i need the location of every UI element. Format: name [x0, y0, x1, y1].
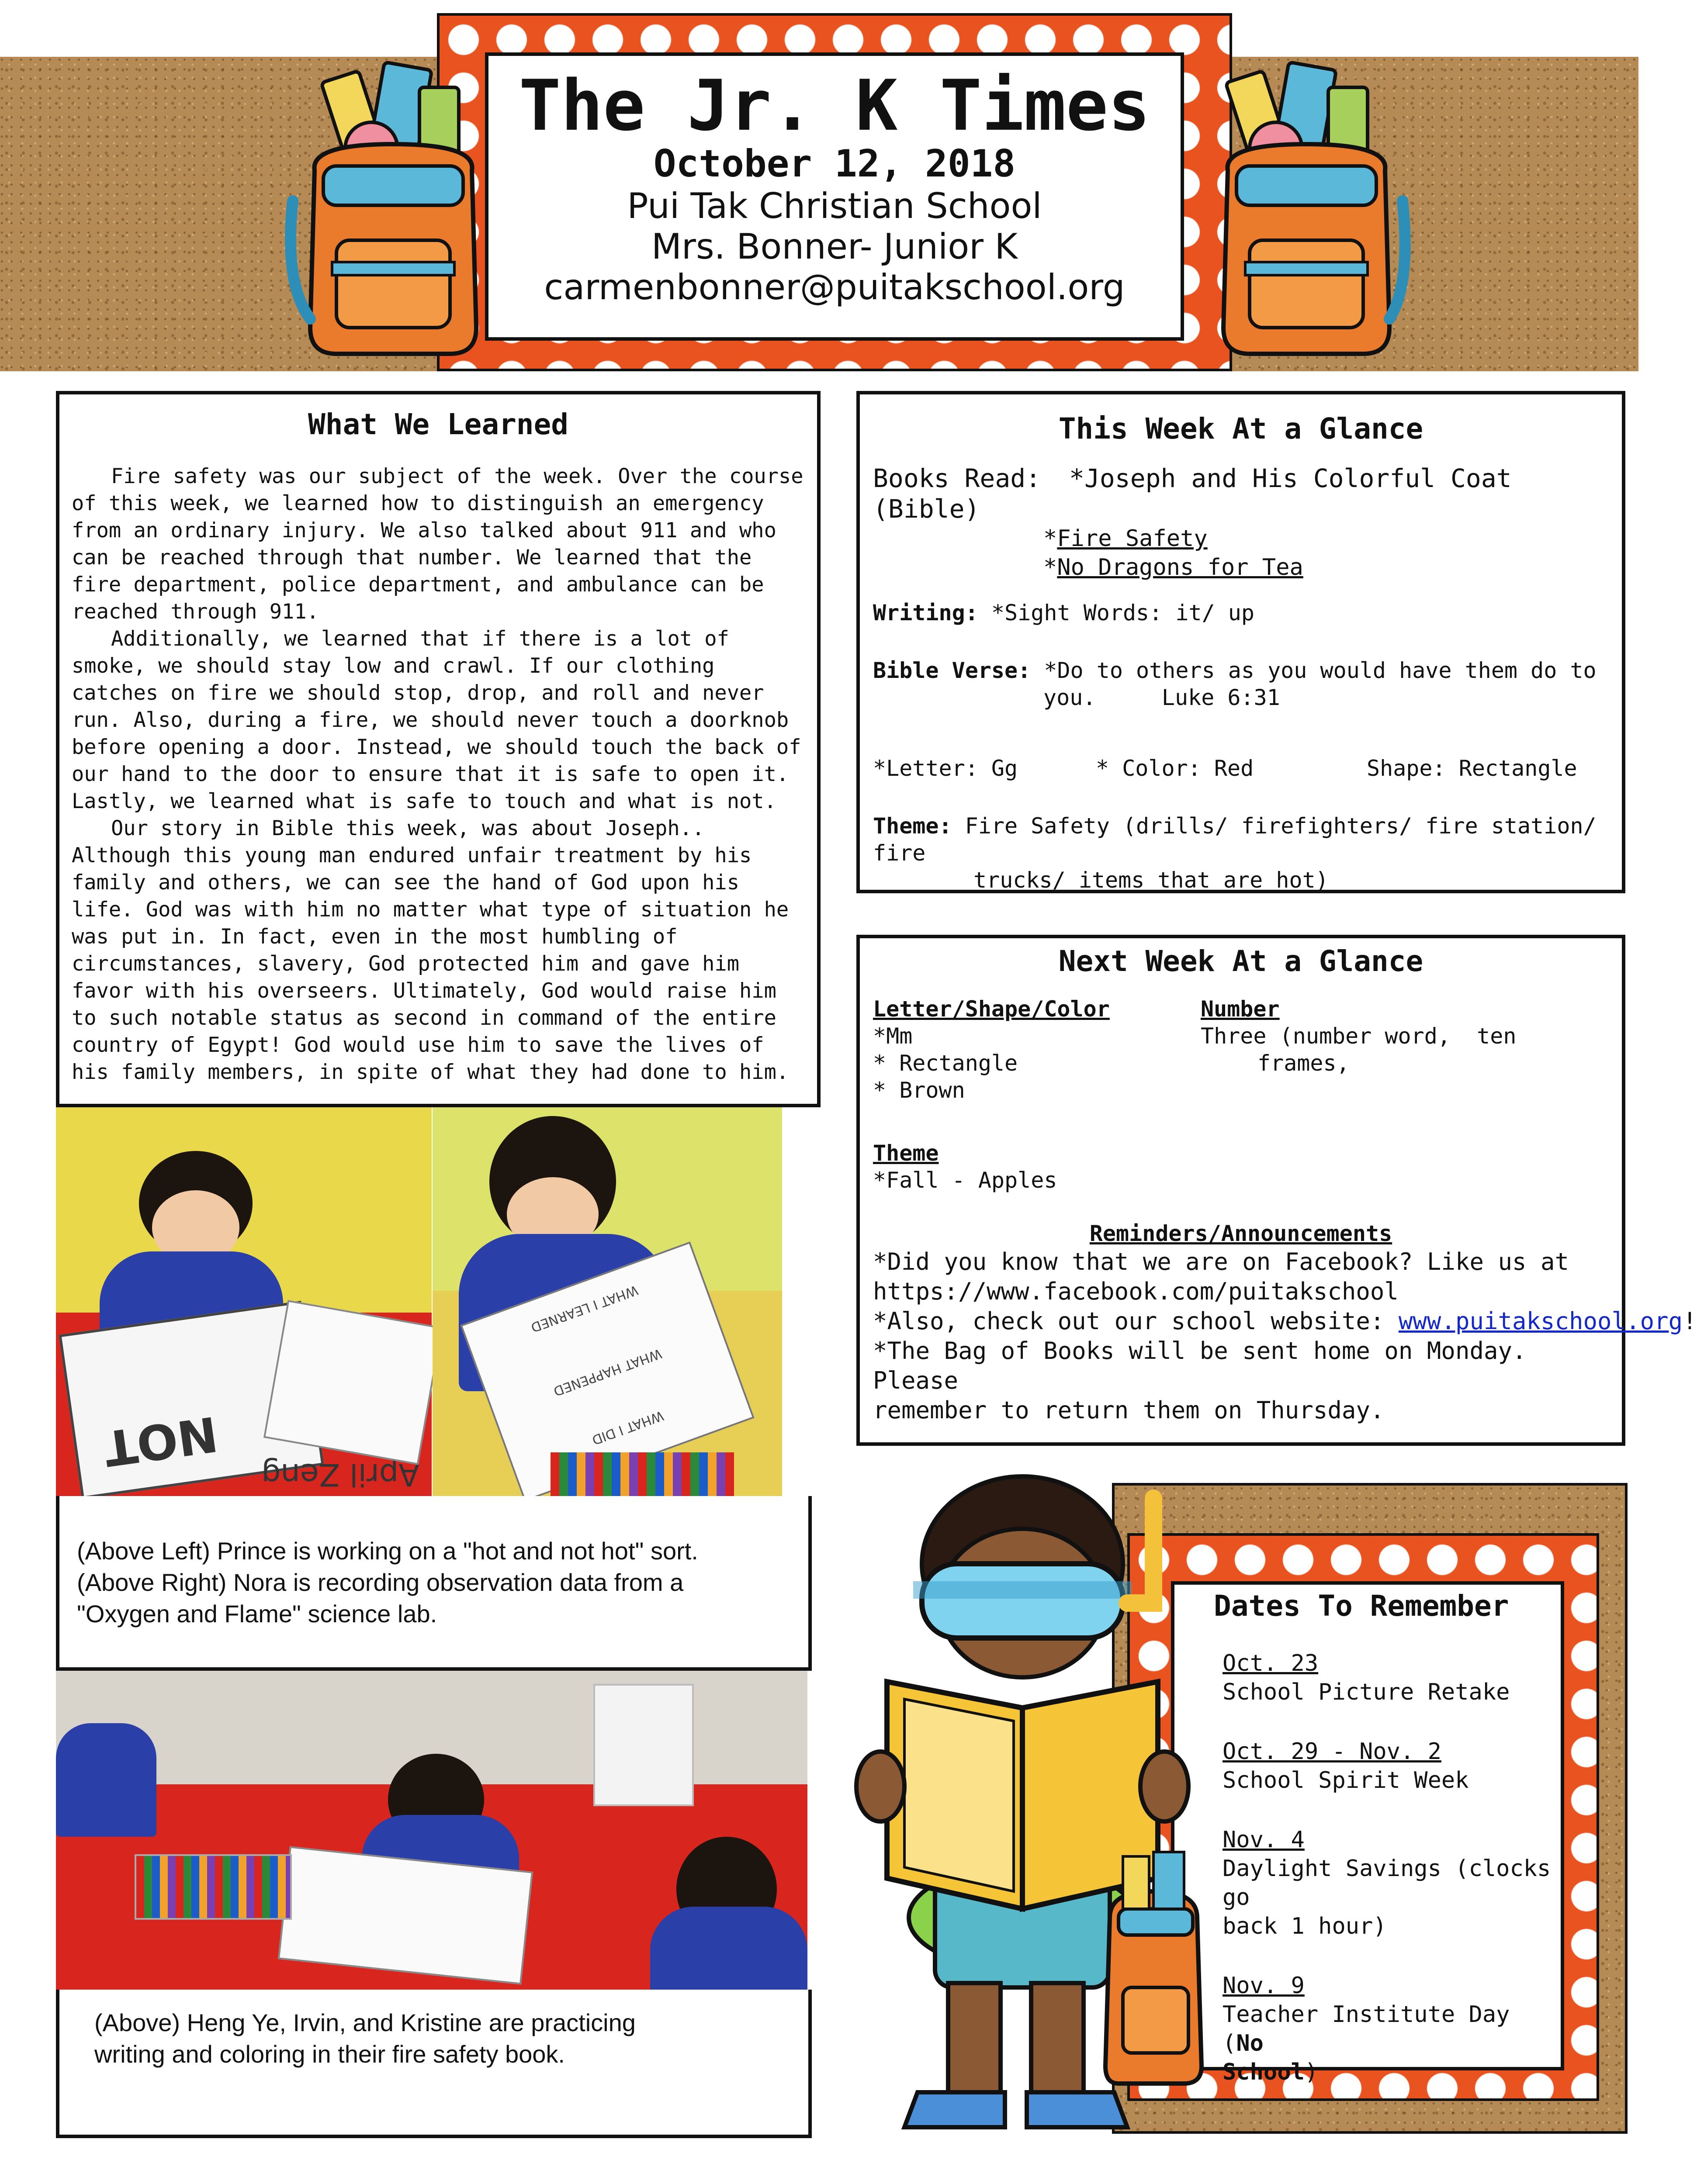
number-line-1: Three (number word, ten [1201, 1023, 1517, 1049]
caption-bottom-line-2: writing and coloring in their fire safety book. [94, 2040, 565, 2068]
caption-top-line-1: (Above Left) Prince is working on a "hot and not hot" sort. [77, 1537, 698, 1565]
backpack-icon-right [1197, 57, 1416, 363]
kid-reading-book-icon [839, 1472, 1215, 2153]
theme-line [873, 812, 1609, 867]
next-theme-label: Theme [873, 1140, 939, 1166]
next-week-columns [873, 995, 1609, 1135]
writing-value: *Sight Words: it/ up [978, 600, 1254, 625]
bible-verse-label: Bible Verse: [873, 658, 1031, 683]
book-2-star: * [1043, 525, 1057, 552]
sheet-heading-happened: WHAT HAPPENED [551, 1345, 664, 1399]
school-name: Pui Tak Christian School [627, 186, 1042, 226]
lsc-item-3: * Brown [873, 1078, 965, 1103]
caption-top-line-3: "Oxygen and Flame" science lab. [77, 1600, 437, 1628]
date-item-2 [1223, 1737, 1561, 1795]
backpack-icon-left [284, 57, 502, 363]
date-item-3 [1223, 1825, 1561, 1941]
theme-line-2: trucks/ items that are hot) [973, 867, 1329, 893]
photo-sort-sheet-label: NOT [100, 1405, 222, 1477]
lsc-item-2: * Rectangle [873, 1051, 1018, 1076]
photo-colored-pencils [551, 1452, 734, 1496]
books-read-label: Books Read: [873, 463, 1041, 493]
sheet-heading-did: WHAT I DID [590, 1407, 666, 1448]
number-line-2: frames, [1257, 1051, 1350, 1076]
photo-caption-box-top [56, 1496, 812, 1671]
event-2: School Spirit Week [1223, 1767, 1469, 1794]
event-1: School Picture Retake [1223, 1679, 1510, 1705]
learned-paragraph-2: Additionally, we learned that if there is a lot of smoke, we should stay low and crawl. If our clothing catches on fire we should stop, drop, and roll and never run. Also, during a fire, we should never touch a doorknob before opening a door. Instead, we should touch the back of our hand to the door to ensure that it is safe to open it. Lastly, we learned what is safe to touch and what is not. [72, 627, 801, 813]
book-2-line [1043, 524, 1609, 553]
event-4-bold: No [1236, 2030, 1264, 2056]
letter-value: *Letter: Gg [873, 756, 1018, 781]
number-label: Number [1201, 996, 1280, 1022]
what-we-learned-body [72, 463, 805, 1086]
event-4 [1223, 2000, 1561, 2058]
photo-name-card: April Zeng [261, 1457, 420, 1493]
number-column [1201, 995, 1516, 1077]
photo-child-3-shirt [650, 1907, 807, 1990]
date-3: Nov. 4 [1223, 1827, 1305, 1853]
bible-verse-line [873, 657, 1609, 684]
learned-paragraph-3: Our story in Bible this week, was about Joseph.. Although this young man endured unfair treatment by his family and others, we can see the hand of God upon his life. God was with him no matter what type of situation he was put in. In fact, even in the most humbling of circumstances, slavery, God protected him and gave him favor with his overseers. Ultimately, God would raise him to such notable status as second in command of the entire country of Egypt! God would use him to save the lives of his family members, in spite of what they had done to him. [72, 816, 789, 1084]
reminder-website-end: ! [1683, 1307, 1697, 1335]
bible-verse-line-2: you. Luke 6:31 [1043, 685, 1280, 710]
reminder-website-text: *Also, check out our school website: [873, 1307, 1399, 1335]
lsc-item-1: *Mm [873, 1023, 913, 1049]
what-we-learned-title: What We Learned [308, 408, 569, 441]
theme-line-1: Fire Safety (drills/ firefighters/ fire station/ fire [873, 813, 1597, 866]
event-4-text: Teacher Institute Day ( [1223, 2001, 1510, 2056]
date-4: Nov. 9 [1223, 1973, 1305, 1999]
school-website-link[interactable]: www.puitakschool.org [1398, 1307, 1683, 1335]
writing-label: Writing: [873, 600, 978, 625]
learned-paragraph-1: Fire safety was our subject of the week. Over the course of this week, we learned how to distinguish an emergency from an ordinary injury. We also talked about 911 and who can be reached through that number. We learned that the fire department, police department, and ambulance can be reached through 911. [72, 464, 803, 624]
photo-child-1 [56, 1723, 156, 1837]
photo-fire-safety-book [56, 1671, 807, 1990]
reminder-bag-of-books-2: remember to return them on Thursday. [873, 1396, 1385, 1424]
book-1: *Joseph and His Colorful Coat (Bible) [873, 463, 1512, 524]
what-we-learned-box [56, 391, 821, 1107]
theme-label: Theme: [873, 813, 952, 839]
color-value: * Color: Red [1096, 756, 1254, 781]
date-2: Oct. 29 - Nov. 2 [1223, 1738, 1441, 1765]
book-3-star: * [1043, 554, 1057, 581]
photo-nora-recording [433, 1107, 782, 1496]
reminder-facebook-url[interactable]: https://www.facebook.com/puitakschool [873, 1278, 1399, 1305]
newsletter-date: October 12, 2018 [653, 142, 1016, 186]
header-title-panel [485, 52, 1184, 341]
letter-shape-color-column [873, 995, 1110, 1104]
event-4-bold-2: School [1223, 2059, 1305, 2085]
reminders-label: Reminders/Announcements [1089, 1221, 1392, 1246]
book-3: No Dragons for Tea [1057, 554, 1303, 581]
book-3-line [1043, 553, 1609, 582]
newsletter-title: The Jr. K Times [519, 65, 1150, 146]
bible-verse-line-1: *Do to others as you would have them do to [1031, 658, 1597, 683]
shape-value: Shape: Rectangle [1367, 756, 1577, 781]
next-theme-value: *Fall - Apples [873, 1168, 1057, 1193]
photo-pencil-tray [135, 1854, 292, 1920]
books-read [873, 463, 1609, 524]
date-item-4 [1223, 1971, 1561, 2087]
dates-title: Dates To Remember [1214, 1589, 1509, 1623]
teacher-email[interactable]: carmenbonner@puitakschool.org [544, 267, 1125, 308]
caption-bottom-line-1: (Above) Heng Ye, Irvin, and Kristine are practicing [94, 2009, 636, 2036]
reminders-list [873, 1247, 1697, 1425]
teacher-name: Mrs. Bonner- Junior K [651, 226, 1018, 267]
sheet-heading-learned: WHAT I LEARNED [529, 1282, 640, 1335]
letter-color-shape-row [873, 755, 1609, 782]
event-3b: back 1 hour) [1223, 1913, 1387, 1939]
photo-caption-box-bottom [56, 1990, 812, 2138]
next-week-title: Next Week At a Glance [1058, 944, 1423, 978]
dates-panel [1171, 1581, 1564, 2085]
this-week-title: This Week At a Glance [1058, 412, 1423, 446]
event-4b [1223, 2058, 1561, 2087]
letter-shape-color-label: Letter/Shape/Color [873, 996, 1110, 1022]
book-2: Fire Safety [1057, 525, 1208, 552]
caption-top-line-2: (Above Right) Nora is recording observation data from a [77, 1569, 684, 1596]
event-3: Daylight Savings (clocks go [1223, 1856, 1551, 1911]
writing-line [873, 599, 1609, 626]
next-week-box [856, 935, 1697, 1446]
reminder-bag-of-books: *The Bag of Books will be sent home on Monday. Please [873, 1337, 1527, 1394]
reminder-website [873, 1306, 1697, 1336]
event-4-end: ) [1304, 2059, 1319, 2085]
this-week-box [856, 391, 1625, 893]
reminder-facebook: *Did you know that we are on Facebook? Like us at [873, 1248, 1569, 1275]
photo-prince-sorting [56, 1107, 432, 1496]
photo-trash-bin [593, 1684, 694, 1806]
photo-worksheet [263, 1300, 443, 1465]
date-1: Oct. 23 [1223, 1650, 1319, 1676]
date-item-1 [1223, 1649, 1561, 1707]
